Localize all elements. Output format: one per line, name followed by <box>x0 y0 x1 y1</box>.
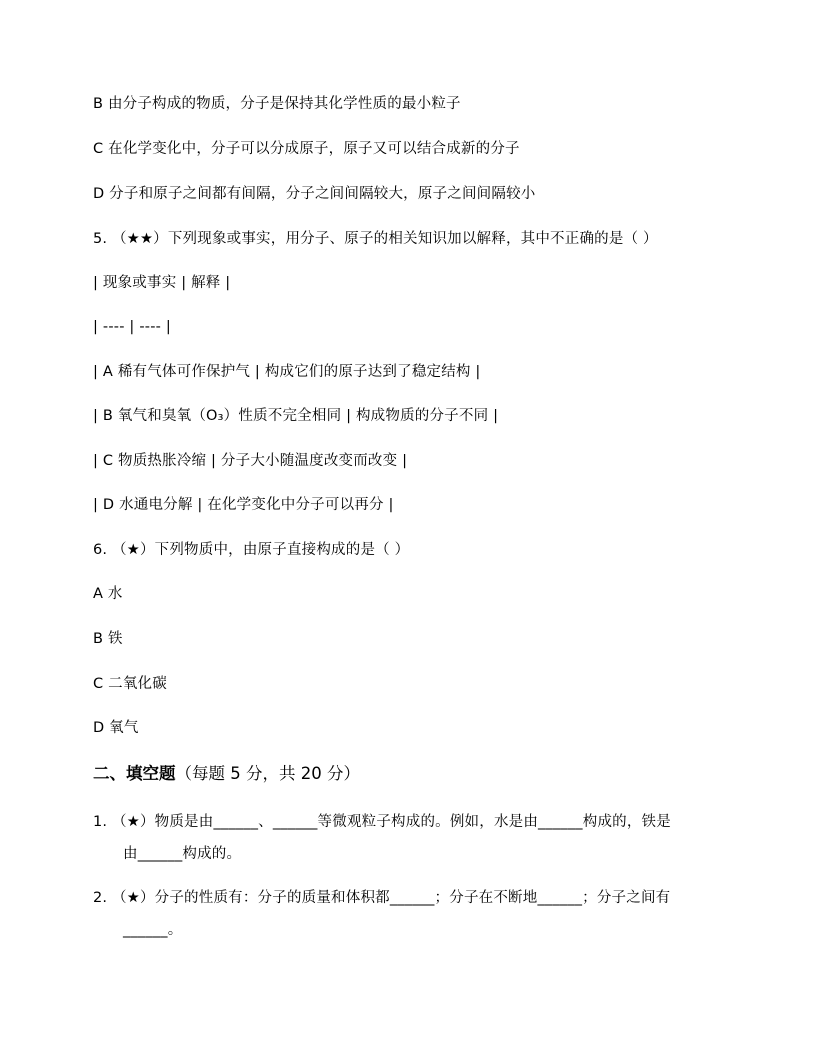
option-b-text: B 由分子构成的物质，分子是保持其化学性质的最小粒子 <box>93 96 461 112</box>
q6-option-b: B 铁 <box>93 631 123 647</box>
section-heading-title: 二、填空题 <box>93 764 176 783</box>
table-row-b: | B 氧气和臭氧（O₃）性质不完全相同 | 构成物质的分子不同 | <box>93 408 499 424</box>
table-row-c: | C 物质热胀冷缩 | 分子大小随温度改变而改变 | <box>93 453 408 469</box>
section-heading <box>93 763 360 785</box>
option-c-text: C 在化学变化中，分子可以分成原子，原子又可以结合成新的分子 <box>93 141 520 157</box>
question-6-text: 6. （★）下列物质中，由原子直接构成的是（ ） <box>93 542 410 558</box>
fill-question-2-line2: ______。 <box>123 922 183 938</box>
q6-option-d: D 氧气 <box>93 720 139 736</box>
q6-option-a: A 水 <box>93 586 123 602</box>
table-row-a: | A 稀有气体可作保护气 | 构成它们的原子达到了稳定结构 | <box>93 364 481 380</box>
table-separator-row: | ---- | ---- | <box>93 319 171 335</box>
fill-question-1-line2: 由______构成的。 <box>123 846 242 862</box>
fill-question-1-line1: 1. （★）物质是由______、______等微观粒子构成的。例如，水是由______构成的，铁是 <box>93 814 671 830</box>
fill-question-2-line1: 2. （★）分子的性质有：分子的质量和体积都______；分子在不断地______；分子之间有 <box>93 890 671 906</box>
option-d-text: D 分子和原子之间都有间隔，分子之间间隔较大，原子之间间隔较小 <box>93 186 536 202</box>
q6-option-c: C 二氧化碳 <box>93 676 167 692</box>
table-header-row: | 现象或事实 | 解释 | <box>93 275 231 291</box>
table-row-d: | D 水通电分解 | 在化学变化中分子可以再分 | <box>93 497 394 513</box>
section-heading-note: （每题 5 分，共 20 分） <box>175 764 360 783</box>
question-5-text: 5. （★★）下列现象或事实，用分子、原子的相关知识加以解释，其中不正确的是（ ） <box>93 231 658 247</box>
